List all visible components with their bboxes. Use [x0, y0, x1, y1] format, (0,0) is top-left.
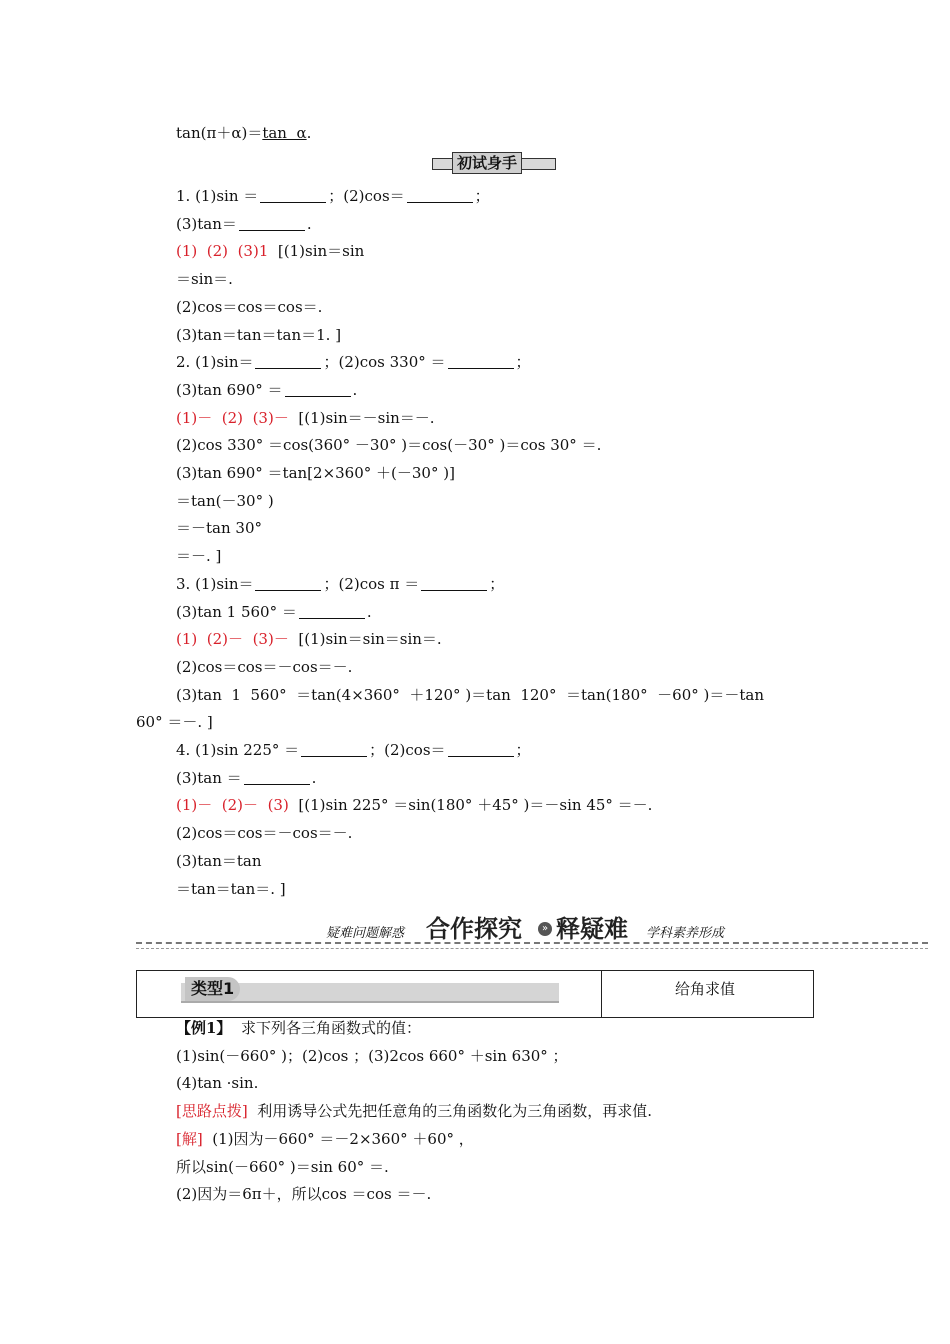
- text-segment: 【例1】: [176, 1019, 232, 1037]
- text-segment: (2)cos＝cos＝－cos＝－.: [176, 824, 353, 843]
- text-line-q1b: [176, 214, 312, 234]
- text-line-a2e: [176, 518, 262, 538]
- text-segment: (2)cos＝cos＝cos＝.: [176, 297, 323, 316]
- text-segment: 利用诱导公式先把任意角的三角函数化为三角函数，再求值.: [247, 1102, 653, 1121]
- text-segment: ；(2)cos＝: [328, 187, 405, 205]
- text-segment: (1)－ (2) (3)－: [176, 408, 289, 427]
- text-segment: ；: [489, 574, 505, 593]
- text-segment: ＝－tan 30°: [176, 519, 262, 538]
- text-line-a4d: [176, 879, 286, 899]
- answer-blank[interactable]: [239, 216, 305, 231]
- text-line-a1c: [176, 297, 322, 317]
- text-segment: ＝－. ]: [176, 547, 222, 566]
- text-line-a1b: [176, 269, 233, 289]
- text-line-ex6: [176, 1157, 389, 1177]
- text-line-q4a: [176, 740, 531, 760]
- text-line-q3b: [176, 602, 372, 622]
- table-divider: [601, 971, 602, 1017]
- answer-blank[interactable]: [260, 188, 326, 203]
- text-segment: ；(2)cos 330° ＝: [323, 353, 446, 372]
- answer-blank[interactable]: [255, 576, 321, 591]
- text-segment: 所以sin(－660° )＝sin 60° ＝.: [176, 1157, 389, 1176]
- text-segment: ＝tan＝tan＝. ]: [176, 879, 286, 898]
- text-segment: 60° ＝－. ]: [136, 713, 213, 732]
- text-segment: (3)tan ＝: [176, 768, 242, 787]
- text-segment: [(1)sin＝sin＝sin＝.: [288, 630, 442, 649]
- text-segment: [(1)sin＝sin: [268, 242, 365, 261]
- text-segment: (3)tan＝: [176, 214, 237, 233]
- answer-blank[interactable]: [244, 770, 310, 785]
- type-tag: 类型1: [185, 977, 240, 1001]
- text-segment: (3)tan＝tan: [176, 851, 262, 870]
- text-line-ex4: [176, 1101, 652, 1121]
- text-segment: (3)tan 1 560° ＝: [176, 602, 297, 621]
- formula-line: [176, 123, 311, 143]
- text-line-ex2: [176, 1046, 568, 1066]
- text-segment: .: [311, 768, 317, 787]
- text-segment: (1) (2) (3)1: [176, 242, 269, 261]
- text-line-a3d: [136, 712, 213, 732]
- answer-blank[interactable]: [299, 604, 365, 619]
- explore-header: [136, 914, 928, 950]
- text-segment: (1)sin(－660° )；(2)cos ；(3)2cos 660° ＋sin 630° ；: [176, 1046, 568, 1065]
- text-line-q1a: [176, 186, 490, 206]
- text-segment: ；: [515, 741, 531, 759]
- text-line-a2a: [176, 408, 435, 428]
- text-line-a4a: [176, 795, 652, 815]
- text-segment: (3)tan 690° ＝tan[2×360° ＋(－30° )]: [176, 464, 455, 482]
- answer-blank[interactable]: [421, 576, 487, 591]
- text-segment: (1)－ (2)－ (3): [176, 796, 289, 815]
- text-line-ex5: [176, 1129, 474, 1149]
- text-line-a2f: [176, 546, 221, 566]
- text-segment: (1)因为－660° ＝－2×360° ＋60° ，: [202, 1129, 474, 1148]
- divider-dashed: [136, 942, 928, 944]
- explore-title-a: 合作探究: [426, 915, 522, 943]
- formula-pre: tan(π＋α)＝: [176, 124, 263, 142]
- text-segment: 求下列各三角函数式的值：: [231, 1019, 421, 1037]
- double-arrow-icon: »: [538, 922, 552, 936]
- text-segment: [(1)sin＝－sin＝－.: [288, 408, 435, 427]
- text-segment: 4. (1)sin 225° ＝: [176, 741, 300, 759]
- text-line-ex1: [176, 1018, 421, 1038]
- text-segment: .: [366, 602, 372, 621]
- text-line-q2b: [176, 380, 357, 400]
- text-segment: (2)cos＝cos＝－cos＝－.: [176, 657, 353, 676]
- text-segment: 3. (1)sin＝: [176, 574, 254, 593]
- text-line-q3a: [176, 574, 504, 594]
- text-segment: (2)因为＝6π＋，所以cos ＝cos ＝－.: [176, 1185, 432, 1204]
- text-line-a3c: [176, 685, 764, 705]
- explore-left-caption: 疑难问题解惑: [326, 926, 405, 941]
- text-segment: ；: [515, 353, 531, 372]
- answer-blank[interactable]: [301, 742, 367, 757]
- text-segment: .: [352, 380, 358, 399]
- text-line-a2b: [176, 435, 601, 455]
- text-segment: ；(2)cos＝: [369, 741, 446, 759]
- text-segment: ；(2)cos π ＝: [323, 574, 420, 593]
- section-banner-trial: [432, 152, 556, 174]
- text-segment: (4)tan ·sin.: [176, 1074, 259, 1093]
- answer-blank[interactable]: [255, 354, 321, 369]
- text-line-a1d: [176, 325, 341, 345]
- answer-blank[interactable]: [285, 382, 351, 397]
- text-segment: (1) (2)－ (3)－: [176, 630, 289, 649]
- text-segment: (3)tan 1 560° ＝tan(4×360° ＋120° )＝tan 120° ＝tan(180° －60° )＝－tan: [176, 685, 764, 704]
- text-segment: (3)tan 690° ＝: [176, 380, 283, 399]
- explore-right-caption: 学科素养形成: [646, 926, 725, 941]
- text-line-a3a: [176, 629, 442, 649]
- text-segment: 2. (1)sin＝: [176, 353, 254, 372]
- text-line-a4c: [176, 851, 262, 871]
- text-segment: 1. (1)sin ＝: [176, 187, 259, 205]
- text-segment: [思路点拨]: [176, 1102, 248, 1121]
- text-segment: .: [306, 214, 312, 233]
- divider-dashed-thin: [136, 948, 928, 949]
- answer-blank[interactable]: [448, 354, 514, 369]
- text-line-q4b: [176, 768, 316, 788]
- text-segment: ＝sin＝.: [176, 270, 233, 289]
- answer-blank[interactable]: [448, 742, 514, 757]
- answer-blank[interactable]: [407, 188, 473, 203]
- text-segment: ；: [474, 187, 490, 205]
- text-segment: [解]: [176, 1129, 203, 1148]
- formula-post: .: [306, 124, 312, 142]
- type-table: [136, 970, 814, 1018]
- text-line-a4b: [176, 823, 352, 843]
- text-line-ex7: [176, 1184, 431, 1204]
- type-title: 给角求值: [675, 980, 736, 998]
- text-segment: (3)tan＝tan＝tan＝1. ]: [176, 325, 342, 344]
- explore-title-b: 释疑难: [556, 915, 628, 943]
- text-line-a3b: [176, 657, 352, 677]
- text-segment: ＝tan(－30° ): [176, 491, 274, 510]
- text-line-a2d: [176, 491, 274, 511]
- text-segment: (2)cos 330° ＝cos(360° －30° )＝cos(－30° )＝cos 30° ＝.: [176, 436, 602, 455]
- text-line-q2a: [176, 352, 531, 372]
- formula-answer: tan α: [262, 124, 307, 142]
- text-line-a1a: [176, 241, 364, 261]
- text-line-a2c: [176, 463, 455, 483]
- text-segment: [(1)sin 225° ＝sin(180° ＋45° )＝－sin 45° ＝－.: [288, 796, 653, 815]
- text-line-ex3: [176, 1073, 258, 1093]
- banner-title: 初试身手: [452, 152, 522, 174]
